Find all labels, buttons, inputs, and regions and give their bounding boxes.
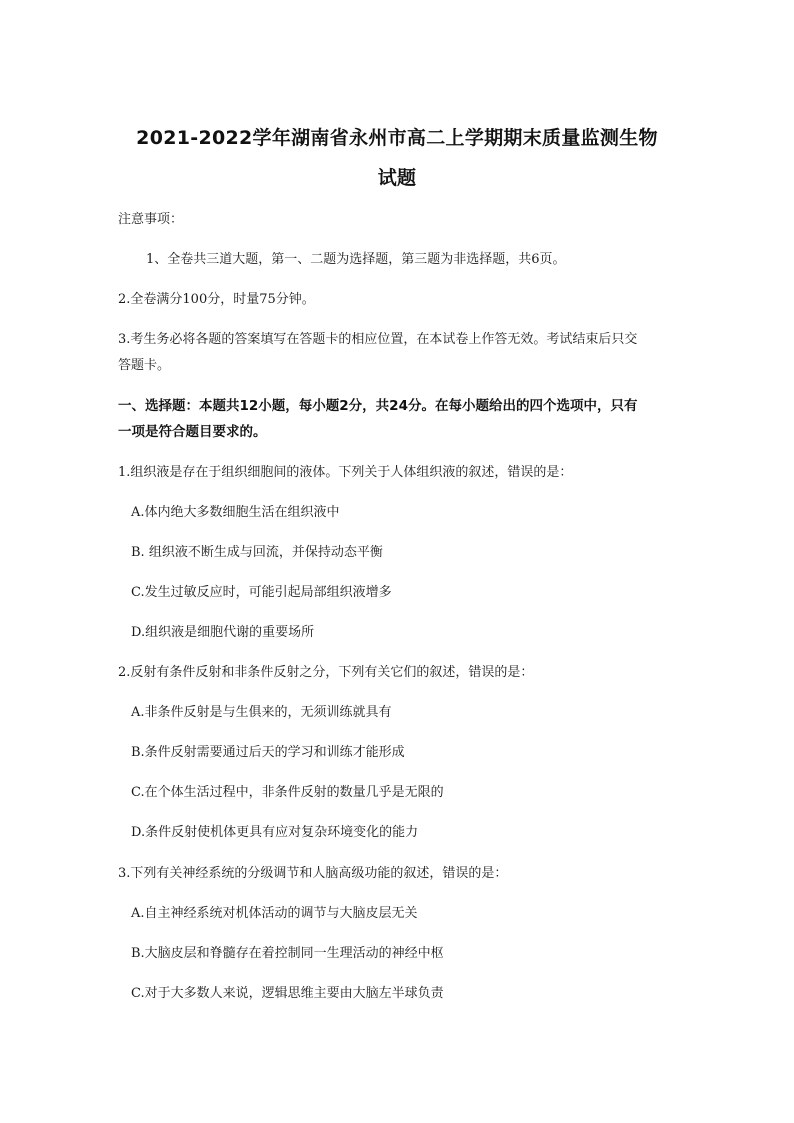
section-heading: 一、选择题：本题共12小题，每小题2分，共24分。在每小题给出的四个选项中，只有 [118,398,638,414]
question-option: A.自主神经系统对机体活动的调节与大脑皮层无关 [131,906,418,921]
notice-item-continuation: 答题卡。 [118,358,171,373]
question-option: A.体内绝大多数细胞生活在组织液中 [131,505,340,520]
question-option: A.非条件反射是与生俱来的，无须训练就具有 [131,705,392,720]
question-option: D.组织液是细胞代谢的重要场所 [131,625,315,640]
notice-item: 3.考生务必将各题的答案填写在答题卡的相应位置，在本试卷上作答无效。考试结束后只交 [118,332,638,347]
question-option: C.对于大多数人来说，逻辑思维主要由大脑左半球负责 [131,986,444,1001]
document-title-line2: 试题 [377,167,417,189]
question-option: C.发生过敏反应时，可能引起局部组织液增多 [131,585,392,600]
question-option: B. 组织液不断生成与回流，并保持动态平衡 [131,545,383,560]
notice-item: 1、全卷共三道大题，第一、二题为选择题，第三题为非选择题，共6页。 [146,252,566,267]
question-option: C.在个体生活过程中，非条件反射的数量几乎是无限的 [131,785,444,800]
notice-item: 2.全卷满分100分，时量75分钟。 [118,292,315,307]
question-stem: 3.下列有关神经系统的分级调节和人脑高级功能的叙述，错误的是： [118,866,508,881]
question-stem: 1.组织液是存在于组织细胞间的液体。下列关于人体组织液的叙述，错误的是： [118,465,573,480]
question-stem: 2.反射有条件反射和非条件反射之分，下列有关它们的叙述，错误的是： [118,665,534,680]
question-option: B.条件反射需要通过后天的学习和训练才能形成 [131,745,405,760]
question-option: B.大脑皮层和脊髓存在着控制同一生理活动的神经中枢 [131,946,444,961]
notice-heading: 注意事项： [118,212,184,227]
section-heading-continuation: 一项是符合题目要求的。 [118,424,267,440]
question-option: D.条件反射使机体更具有应对复杂环境变化的能力 [131,825,419,840]
document-title-line1: 2021-2022学年湖南省永州市高二上学期期末质量监测生物 [136,127,658,149]
